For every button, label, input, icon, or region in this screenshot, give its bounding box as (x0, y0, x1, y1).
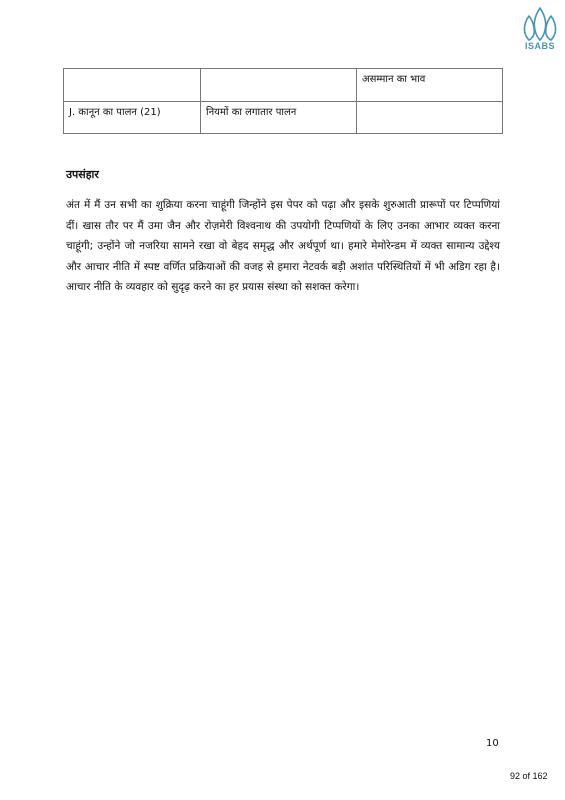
table-row (64, 102, 503, 134)
page-count: 92 of 162 (510, 771, 548, 781)
table-cell (201, 69, 357, 102)
table-cell (357, 102, 503, 134)
table-cell: J. कानून का पालन (21) (64, 102, 201, 134)
isabs-hands-logo-icon (519, 4, 561, 42)
section-heading: उपसंहार (66, 168, 99, 181)
page-number: 10 (486, 738, 499, 749)
table-row (64, 69, 503, 102)
conclusion-paragraph: अंत में मैं उन सभी का शुक्रिया करना चाहूंगी जिन्होंने इस पेपर को पढ़ा और इसके शुरुआती प्रारूपों पर टिप्पणियां दीं। खास तौर पर मैं उमा जैन और रोज़मेरी विश्वनाथ की उपयोगी टिप्पणियों के लिए उनका आभार व्यक्त करना चाहूंगी; उन्होंने जो नजरिया सामने रखा वो बेहद समृद्ध और अर्थपूर्ण था। हमारे मेमोरेन्डम में व्यक्त सामान्य उद्देश्य और आचार नीति में स्पष्ट वर्णित प्रक्रियाओं की वजह से हमारा नेटवर्क बड़ी अशांत परिस्थितियों में भी अडिग रहा है। आचार नीति के व्यवहार को सुदृढ़ करने का हर प्रयास संस्था को सशक्त करेगा। (66, 199, 500, 293)
table-cell: नियमों का लगातार पालन (201, 102, 357, 134)
values-table (63, 68, 503, 134)
table-cell (64, 69, 201, 102)
table-cell: असम्मान का भाव (357, 69, 503, 102)
logo-text: ISABS (524, 41, 555, 51)
isabs-logo (519, 4, 561, 54)
